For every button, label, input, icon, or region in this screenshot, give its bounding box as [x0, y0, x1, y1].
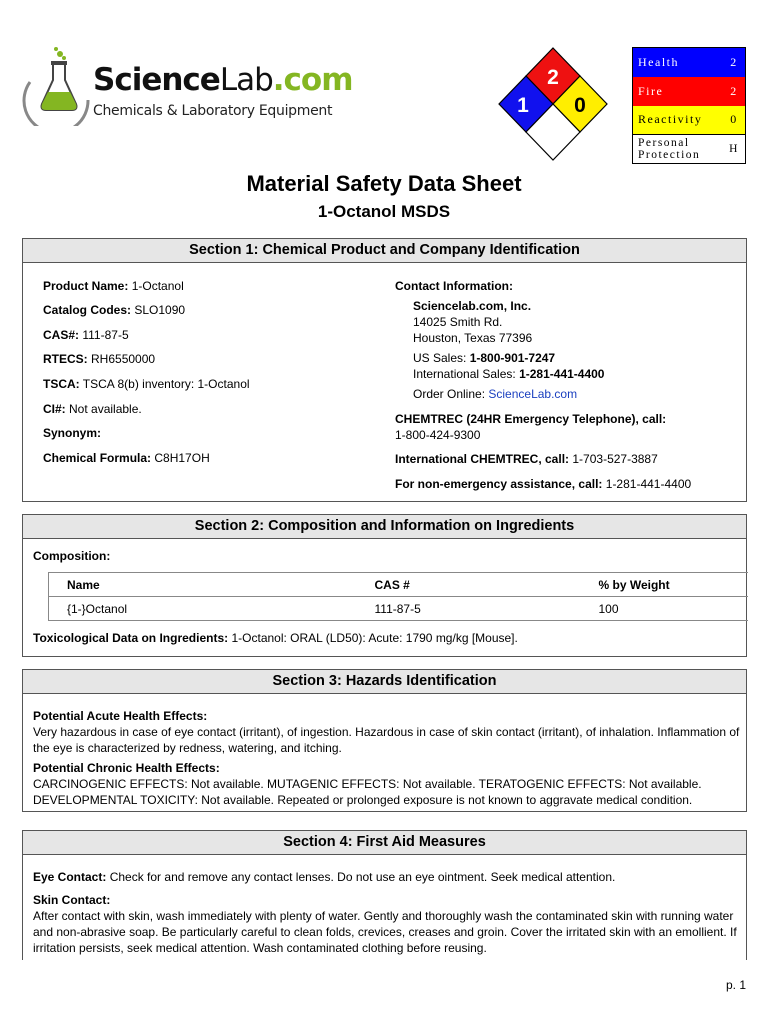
toxicological-data	[33, 631, 518, 645]
acute-health-effects-label: Potential Acute Health Effects:	[33, 709, 208, 723]
rtecs-row	[43, 352, 155, 366]
acute-health-effects	[33, 708, 743, 756]
catalog-code-row	[43, 303, 185, 317]
hmis-protection-row	[633, 135, 746, 164]
hmis-health-value: 2	[722, 48, 746, 77]
product-name-label: Product Name:	[43, 279, 129, 293]
catalog-code-value: SLO1090	[134, 303, 186, 317]
synonym-label: Synonym:	[43, 426, 102, 440]
section-3	[22, 669, 747, 812]
document-title: Material Safety Data Sheet	[246, 171, 522, 196]
column-header-name: Name	[49, 573, 357, 597]
section-4-heading: Section 4: First Aid Measures	[23, 831, 746, 855]
chronic-health-effects	[33, 760, 743, 808]
hazards-body	[33, 708, 743, 812]
ingredient-weight: 100	[581, 597, 749, 621]
column-header-weight: % by Weight	[581, 573, 749, 597]
non-emergency-label: For non-emergency assistance, call:	[395, 477, 603, 491]
logo-word-dotcom: .com	[272, 62, 353, 98]
intl-chemtrec-row	[395, 452, 658, 466]
chemical-formula-row	[43, 451, 210, 465]
toxicological-data-value: 1-Octanol: ORAL (LD50): Acute: 1790 mg/kg [Mouse].	[231, 631, 518, 645]
order-online-label: Order Online:	[413, 387, 486, 401]
flask-icon	[20, 46, 94, 126]
eye-contact-text: Check for and remove any contact lenses. Do not use an eye ointment. Seek medical attention.	[109, 870, 616, 884]
cas-row	[43, 328, 129, 342]
column-header-cas: CAS #	[357, 573, 581, 597]
us-sales-phone: 1-800-901-7247	[469, 351, 556, 365]
hmis-protection-value: H	[722, 135, 746, 164]
company-name: Sciencelab.com, Inc.	[413, 299, 532, 313]
hmis-protection-label-line1: Personal	[638, 137, 690, 149]
logo-word-science: Science	[93, 62, 220, 98]
logo-word-lab: Lab	[219, 62, 273, 98]
contact-information-label: Contact Information:	[395, 279, 513, 293]
us-sales-label: US Sales:	[413, 351, 467, 365]
hmis-health-row	[633, 48, 746, 77]
hmis-rating-table	[632, 47, 746, 164]
chemical-formula-label: Chemical Formula:	[43, 451, 152, 465]
ci-value: Not available.	[69, 402, 142, 416]
section-4	[22, 830, 747, 960]
hmis-protection-label-line2: Protection	[638, 149, 701, 161]
logo-wordmark	[93, 62, 353, 98]
composition-table-header	[49, 573, 749, 597]
ingredient-name: {1-}Octanol	[49, 597, 357, 621]
chemical-formula-value: C8H17OH	[154, 451, 210, 465]
section-1-heading: Section 1: Chemical Product and Company Identification	[23, 239, 746, 263]
rtecs-value: RH6550000	[91, 352, 156, 366]
logo-subtitle: Chemicals & Laboratory Equipment	[93, 103, 333, 119]
acute-health-effects-text: Very hazardous in case of eye contact (irritant), of ingestion. Hazardous in case of skin contact (irritant), of inhalation. Inflammation of the eye is characterized by redness, watering, and itching.	[33, 725, 740, 755]
first-aid-body	[33, 869, 745, 963]
hmis-fire-row	[633, 77, 746, 106]
address-line-1: 14025 Smith Rd.	[413, 315, 503, 329]
section-3-heading: Section 3: Hazards Identification	[23, 670, 746, 694]
sciencelab-logo[interactable]	[20, 46, 353, 126]
hmis-reactivity-value: 0	[722, 106, 746, 135]
order-online-link[interactable]: ScienceLab.com	[488, 387, 578, 401]
composition-table	[48, 572, 748, 621]
nfpa-health-value: 1	[517, 94, 529, 117]
nfpa-diamond	[497, 46, 609, 166]
ingredient-cas: 111-87-5	[357, 597, 581, 621]
non-emergency-row	[395, 477, 691, 491]
skin-contact-label: Skin Contact:	[33, 893, 111, 907]
nfpa-fire-value: 2	[547, 66, 559, 89]
section-1	[22, 238, 747, 502]
intl-sales-label: International Sales:	[413, 367, 516, 381]
chemtrec-label: CHEMTREC (24HR Emergency Telephone), call:	[395, 412, 667, 426]
eye-contact-label: Eye Contact:	[33, 870, 107, 884]
us-sales-row	[413, 351, 555, 365]
tsca-label: TSCA:	[43, 377, 80, 391]
chemtrec-phone: 1-800-424-9300	[395, 428, 481, 442]
document-subtitle: 1-Octanol MSDS	[317, 202, 451, 221]
composition-label: Composition:	[33, 549, 111, 563]
hmis-health-label: Health	[633, 48, 722, 77]
hmis-fire-value: 2	[722, 77, 746, 106]
cas-value: 111-87-5	[82, 328, 129, 342]
toxicological-data-label: Toxicological Data on Ingredients:	[33, 631, 229, 645]
skin-contact-text: After contact with skin, wash immediately with plenty of water. Gently and thoroughly wash the contaminated skin with running water and non-abrasive soap. Be particularly careful to clean folds, crevices, creases and groin. Cover the irritated skin with an emollient. If irritation persists, seek medical attention. Wash contaminated clothing before reusing.	[33, 909, 737, 955]
intl-sales-row	[413, 367, 604, 381]
hmis-protection-label	[633, 135, 722, 164]
skin-contact	[33, 892, 745, 956]
section-2	[22, 514, 747, 657]
tsca-row	[43, 377, 250, 391]
intl-sales-phone: 1-281-441-4400	[519, 367, 605, 381]
ci-row	[43, 402, 142, 416]
address-line-2: Houston, Texas 77396	[413, 331, 533, 345]
chronic-health-effects-text: CARCINOGENIC EFFECTS: Not available. MUTAGENIC EFFECTS: Not available. TERATOGENIC EFFECTS: Not available. DEVELOPMENTAL TOXICITY: Not available. Repeated or prolonged exposure is not known to aggravate medical condition.	[33, 777, 702, 807]
eye-contact	[33, 869, 745, 885]
intl-chemtrec-label: International CHEMTREC, call:	[395, 452, 570, 466]
page-number: p. 1	[725, 978, 746, 992]
catalog-code-label: Catalog Codes:	[43, 303, 132, 317]
table-row	[49, 597, 749, 621]
hmis-reactivity-row	[633, 106, 746, 135]
chronic-health-effects-label: Potential Chronic Health Effects:	[33, 761, 220, 775]
synonym-row	[43, 426, 101, 440]
hmis-reactivity-label: Reactivity	[633, 106, 722, 135]
ci-label: CI#:	[43, 402, 66, 416]
cas-label: CAS#:	[43, 328, 80, 342]
nfpa-reactivity-value: 0	[574, 94, 586, 117]
product-name-value: 1-Octanol	[131, 279, 184, 293]
rtecs-label: RTECS:	[43, 352, 88, 366]
tsca-value: TSCA 8(b) inventory: 1-Octanol	[82, 377, 250, 391]
hmis-fire-label: Fire	[633, 77, 722, 106]
section-2-heading: Section 2: Composition and Information on Ingredients	[23, 515, 746, 539]
order-online-row	[413, 387, 577, 401]
intl-chemtrec-phone: 1-703-527-3887	[572, 452, 658, 466]
product-name-row	[43, 279, 184, 293]
non-emergency-phone: 1-281-441-4400	[605, 477, 692, 491]
